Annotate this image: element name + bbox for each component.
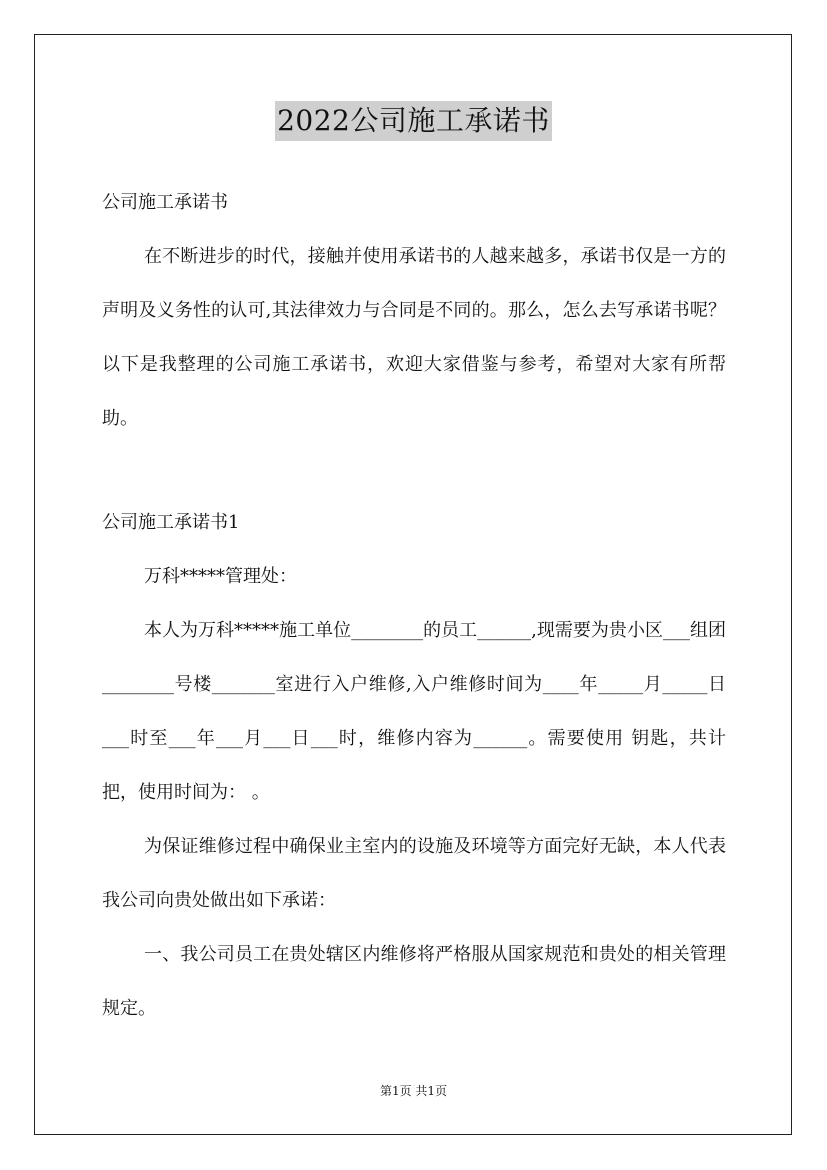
body-paragraph-1: 本人为万科*****施工单位________的员工______,现需要为贵小区___组团________号楼_______室进行入户维修,入户维修时间为____年_____月_____日___时至___年___月___日___时，维修内容为______。需要使用 钥匙，共计 把，使用时间为： 。 [102,620,726,803]
section-heading: 公司施工承诺书1 [102,512,240,533]
title-container [0,101,827,141]
page-footer: 第1页 共1页 [379,1084,448,1098]
section-spacer [102,446,726,496]
body-paragraph-3: 一、我公司员工在贵处辖区内维修将严格服从国家规范和贵处的相关管理规定。 [102,944,726,1019]
body-paragraph-2: 为保证维修过程中确保业主室内的设施及环境等方面完好无缺，本人代表我公司向贵处做出如下承诺： [102,836,726,911]
document-title: 2022公司施工承诺书 [275,101,552,141]
document-body [102,176,726,1036]
subtitle: 公司施工承诺书 [102,192,228,213]
addressee-line: 万科*****管理处： [144,566,297,587]
intro-paragraph: 在不断进步的时代，接触并使用承诺书的人越来越多，承诺书仅是一方的声明及义务性的认可,其法律效力与合同是不同的。那么，怎么去写承诺书呢？以下是我整理的公司施工承诺书，欢迎大家借鉴与参考，希望对大家有所帮助。 [102,246,726,429]
